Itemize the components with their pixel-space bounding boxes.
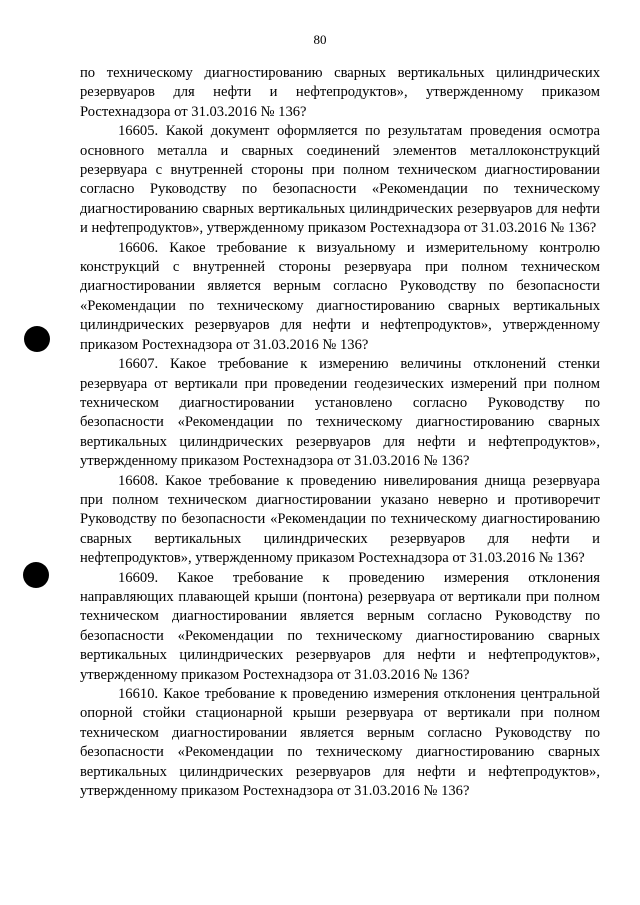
page-number: 80 — [313, 32, 327, 47]
document-body — [80, 64, 600, 801]
paragraph-continuation: по техническому диагностированию сварных вертикальных цилиндрических резервуаров для нефти и нефтепродуктов», утвержденному приказом Ростехнадзора от 31.03.2016 № 136? — [80, 65, 600, 120]
punch-hole — [24, 326, 50, 352]
question-16607: 16607. Какое требование к измерению величины отклонений стенки резервуара от вертикали при проведении геодезических измерений при полном техническом диагностировании установлено согласно Руководству по безопасности «Рекомендации по техническому диагностированию сварных вертикальных цилиндрических резервуаров для нефти и нефтепродуктов», утвержденному приказом Ростехнадзора от 31.03.2016 № 136? — [80, 356, 600, 470]
question-16608: 16608. Какое требование к проведению нивелирования днища резервуара при полном техническом диагностировании указано неверно и противоречит Руководству по безопасности «Рекомендации по техническому диагностированию сварных вертикальных цилиндрических резервуаров для нефти и нефтепродуктов», утвержденному приказом Ростехнадзора от 31.03.2016 № 136? — [80, 472, 600, 567]
punch-hole — [23, 562, 49, 588]
question-16606: 16606. Какое требование к визуальному и измерительному контролю конструкций с внутренней стороны резервуара при полном техническом диагностировании является верным согласно Руководству по безопасности «Рекомендации по техническому диагностированию сварных вертикальных цилиндрических резервуаров для нефти и нефтепродуктов», утвержденному приказом Ростехнадзора от 31.03.2016 № 136? — [80, 239, 600, 353]
question-16610: 16610. Какое требование к проведению измерения отклонения центральной опорной стойки стационарной крыши резервуара от вертикали при полном техническом диагностировании является верным согласно Руководству по безопасности «Рекомендации по техническому диагностированию сварных вертикальных цилиндрических резервуаров для нефти и нефтепродуктов», утвержденному приказом Ростехнадзора от 31.03.2016 № 136? — [80, 686, 600, 800]
question-16609: 16609. Какое требование к проведению измерения отклонения направляющих плавающей крыши (понтона) резервуара от вертикали при полном техническом диагностировании является верным согласно Руководству по безопасности «Рекомендации по техническому диагностированию сварных вертикальных цилиндрических резервуаров для нефти и нефтепродуктов», утвержденному приказом Ростехнадзора от 31.03.2016 № 136? — [80, 569, 600, 683]
question-16605: 16605. Какой документ оформляется по результатам проведения осмотра основного металла и сварных соединений элементов металлоконструкций резервуара с внутренней стороны при полном техническом диагностировании согласно Руководству по безопасности «Рекомендации по техническому диагностированию сварных вертикальных цилиндрических резервуаров для нефти и нефтепродуктов», утвержденному приказом Ростехнадзора от 31.03.2016 № 136? — [80, 123, 600, 237]
